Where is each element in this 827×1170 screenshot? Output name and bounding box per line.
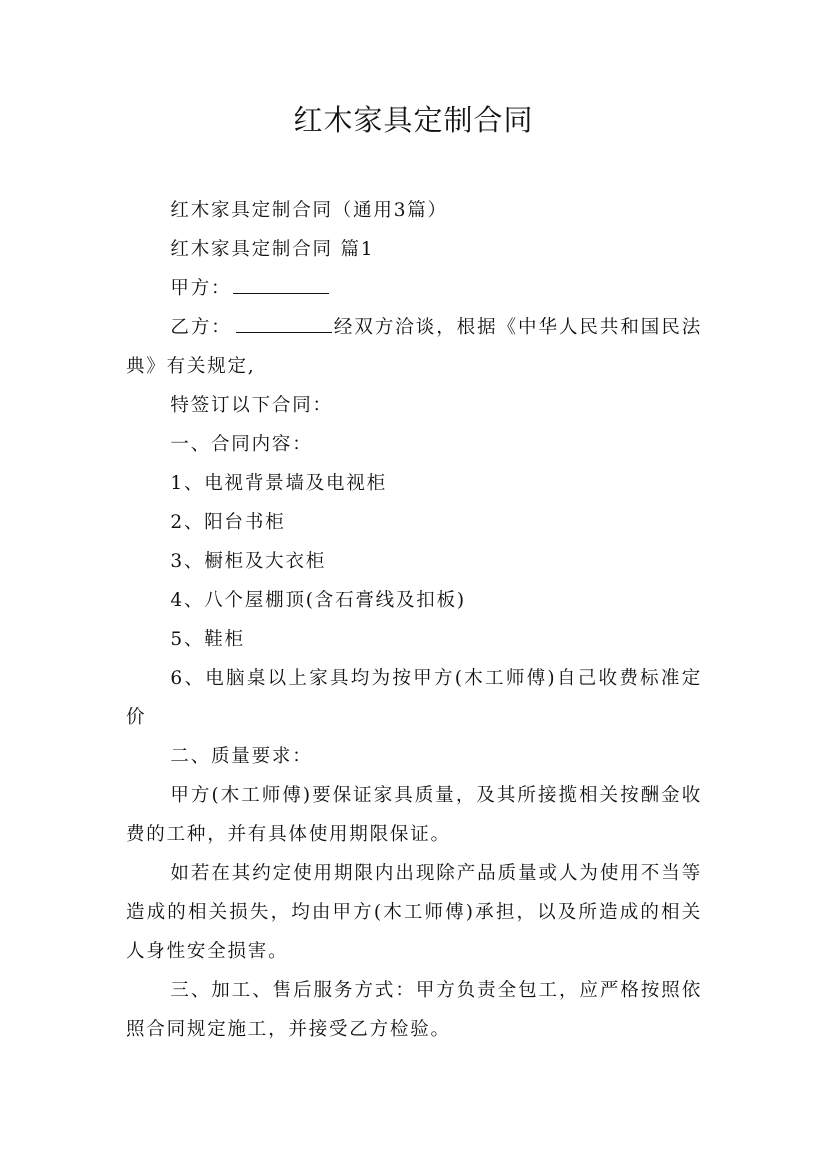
- paragraph-subtitle: 红木家具定制合同（通用3篇）: [170, 200, 448, 221]
- paragraph-section-heading: 红木家具定制合同 篇1: [170, 239, 375, 260]
- paragraph-service: 三、加工、售后服务方式：甲方负责全包工，应严格按照依照合同规定施工，并接受乙方检验。: [126, 980, 702, 1040]
- list-item: 6、电脑桌以上家具均为按甲方(木工师傅)自己收费标准定价: [126, 668, 702, 728]
- list-item: 1、电视背景墙及电视柜: [170, 473, 387, 494]
- document-body: [126, 191, 702, 1049]
- party-b-blank-line: [236, 314, 332, 333]
- party-b-label: 乙方：: [170, 317, 232, 338]
- paragraph-liability: 如若在其约定使用期限内出现除产品质量或人为使用不当等造成的相关损失，均由甲方(木工师傅)承担，以及所造成的相关人身性安全损害。: [126, 863, 702, 962]
- paragraph-heading-contents: 一、合同内容：: [170, 434, 313, 455]
- list-item: 3、橱柜及大衣柜: [170, 551, 327, 572]
- paragraph-heading-quality: 二、质量要求：: [170, 746, 313, 767]
- paragraph-party-b: [126, 308, 702, 386]
- list-item: 2、阳台书柜: [170, 512, 286, 533]
- party-b-text: 经双方洽谈，根据《中华人民共和国民法典》有关规定,: [126, 317, 702, 377]
- paragraph-quality-guarantee: 甲方(木工师傅)要保证家具质量，及其所接揽相关按酬金收费的工种，并有具体使用期限保证。: [126, 785, 702, 845]
- party-a-blank-line: [233, 275, 329, 294]
- party-a-label: 甲方：: [170, 278, 232, 299]
- paragraph-party-a: [126, 269, 702, 308]
- list-item: 4、八个屋棚顶(含石膏线及扣板): [170, 590, 466, 611]
- paragraph-agreement: 特签订以下合同：: [170, 395, 333, 416]
- document-title: 红木家具定制合同: [293, 103, 534, 137]
- list-item: 5、鞋柜: [170, 629, 245, 650]
